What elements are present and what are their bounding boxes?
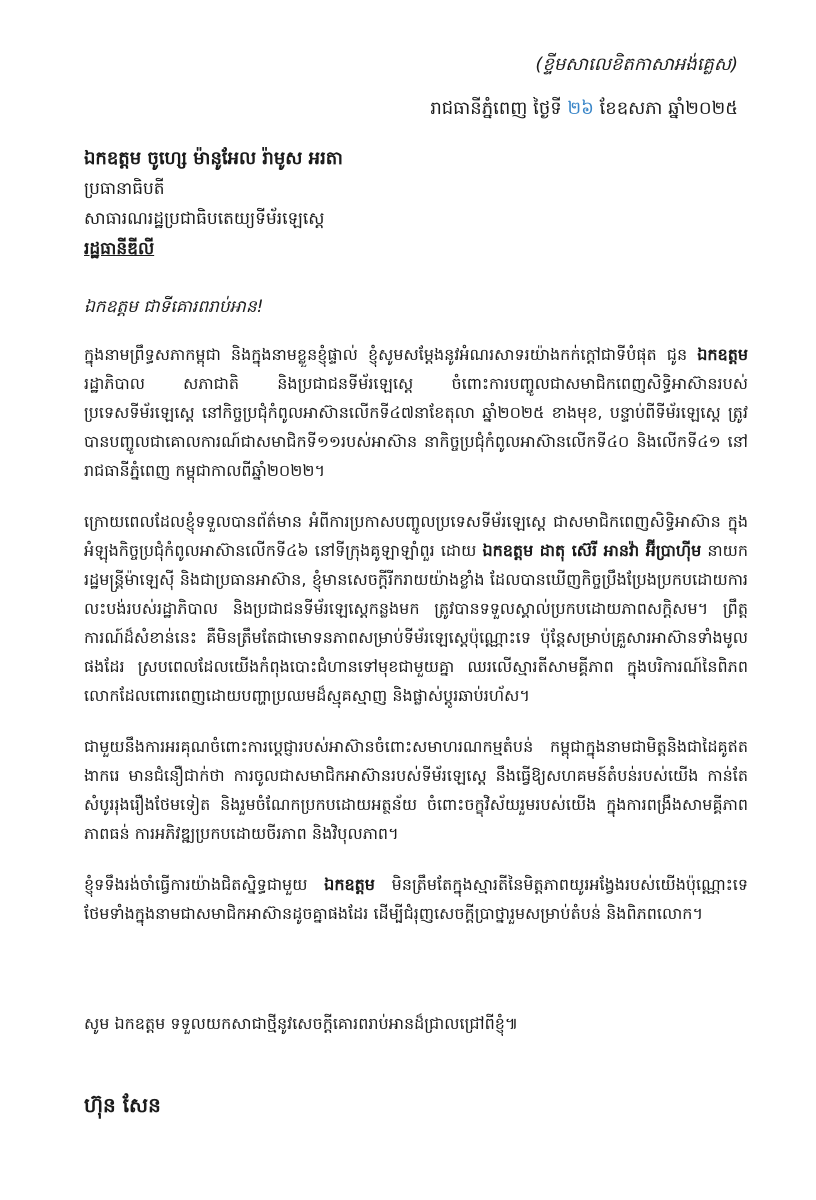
- paragraph-1: [84, 340, 748, 485]
- signature-name: ហ៊ុន សែន: [84, 1093, 161, 1117]
- paragraph-text: ក្រោយពេលដែលខ្ញុំទទួលបានព័ត៌មាន អំពីការប្រកាសបញ្ចូលប្រទេសទីម័រឡេស្តេ ជាសមាជិកពេញសិទ្ធិអាស៊ាន ក្នុងអំឡុងកិច្ចប្រជុំកំពូលអាស៊ានលើកទី៤៦ នៅទីក្រុងគូឡាឡាំពួរ ដោយ: [84, 512, 748, 560]
- paragraph-3: [84, 732, 748, 848]
- date-day: ២៦: [567, 98, 594, 119]
- reference-note: (ខ្ទីមសាលេខិតកាសាអង់គ្លេស): [535, 54, 738, 75]
- recipient-country: សាធារណរដ្ឋប្រជាធិបតេយ្យទីម័រឡេស្តេ: [84, 209, 325, 229]
- paragraph-text: ជាមួយនឹងការអរគុណចំពោះការប្តេជ្ញារបស់អាស៊ានចំពោះសមាហរណកម្មតំបន់ កម្ពុជាក្នុងនាមជាមិត្តនិងជាដៃគូឥតងាករេ មានជំនឿជាក់ថា ការចូលជាសមាជិកអាស៊ានរបស់ទីម័រឡេស្តេ នឹងធ្វើឱ្យសហគមន៍តំបន់របស់យើង កាន់តែសំបូររុងរឿងថែមទៀត និងរួមចំណែកប្រកបដោយអត្ថន័យ ចំពោះចក្ខុវិស័យរួមរបស់យើង ក្នុងការពង្រឹងសាមគ្គីភាព ភាពធន់ ការអភិវឌ្ឍប្រកបដោយចីរភាព និងវិបុលភាព។: [84, 737, 748, 843]
- letter-body: [84, 340, 748, 950]
- recipient-name: ឯកឧត្តម ចូហ្សេ ម៉ានូអែល រ៉ាមូស អរតា: [84, 148, 343, 169]
- paragraph-bold: ឯកឧត្តម: [324, 875, 375, 894]
- closing-line: សូម ឯកឧត្តម ទទួលយកសាជាថ្មីនូវសេចក្តីគោរពរាប់អានដ៏ជ្រាលជ្រៅពីខ្ញុំ៕: [84, 1014, 519, 1033]
- paragraph-text: មិនត្រឹមតែក្នុងស្មារតីនៃមិត្តភាពយូរអង្វែងរបស់យើងប៉ុណ្ណោះទេ ថែមទាំងក្នុងនាមជាសមាជិកអាស៊ានដូចគ្នាផងដែរ ដើម្បីជំរុញសេចក្តីប្រាថ្នារួមសម្រាប់តំបន់ និងពិភពលោក។: [84, 875, 748, 923]
- paragraph-bold: ឯកឧត្តម: [697, 345, 748, 364]
- paragraph-2: [84, 507, 748, 710]
- paragraph-text: ខ្ញុំទទឹងរង់ចាំធ្វើការយ៉ាងជិតស្និទ្ធជាមួយ: [84, 875, 325, 894]
- paragraph-text: ក្នុងនាមព្រឹទ្ធសភាកម្ពុជា និងក្នុងនាមខ្លួនខ្ញុំផ្ទាល់ ខ្ញុំសូមសម្តែងនូវអំណរសាទរយ៉ាងកក់ក្តៅជាទីបំផុត ជូន: [84, 345, 698, 364]
- paragraph-text: នាយករដ្ឋមន្ត្រីម៉ាឡេស៊ី និងជាប្រធានអាស៊ាន, ខ្ញុំមានសេចក្តីរីករាយយ៉ាងខ្លាំង ដែលបានឃើញកិច្ចប្រឹងប្រែងប្រកបដោយការលះបង់របស់រដ្ឋាភិបាល និងប្រជាជនទីម័រឡេស្តេកន្លងមក ត្រូវបានទទួលស្គាល់ប្រកបដោយភាពសក្តិសម។ ព្រឹត្តការណ៍ដ៏សំខាន់នេះ គឺមិនត្រឹមតែជាមោទនភាពសម្រាប់ទីម័រឡេស្តេប៉ុណ្ណោះទេ ប៉ុន្តែសម្រាប់គ្រួសារអាស៊ានទាំងមូលផងដែរ ស្របពេលដែលយើងកំពុងបោះជំហានទៅមុខជាមួយគ្នា ឈរលើស្មារតីសាមគ្គីភាព ក្នុងបរិការណ៍នៃពិភពលោកដែលពោរពេញដោយបញ្ហាប្រឈមដ៏ស្មុគស្មាញ និងផ្លាស់ប្តូរឆាប់រហ័ស។: [84, 541, 748, 705]
- paragraph-4: [84, 870, 748, 928]
- recipient-title: ប្រធានាធិបតី: [84, 179, 165, 199]
- salutation: ឯកឧត្តម ជាទីគោរពរាប់អាន!: [84, 297, 264, 317]
- date-line: [430, 96, 738, 123]
- date-prefix: រាជធានីភ្នំពេញ ថ្ងៃទី: [430, 98, 562, 119]
- paragraph-bold: ឯកឧត្តម ដាតុ ស៊េរី អានវ៉ា អ៊ីប្រាហ៊ីម: [482, 541, 702, 560]
- date-suffix: ខែឧសភា ឆ្នាំ២០២៥: [599, 98, 738, 119]
- recipient-block: [84, 144, 744, 264]
- recipient-city: រដ្ឋធានីឌីលី: [84, 239, 155, 259]
- paragraph-text: រដ្ឋាភិបាល សភាជាតិ និងប្រជាជនទីម័រឡេស្តេ ចំពោះការបញ្ចូលជាសមាជិកពេញសិទ្ធិអាស៊ានរបស់ប្រទេសទីម័រឡេស្តេ នៅកិច្ចប្រជុំកំពូលអាស៊ានលើកទី៤៧នាខែតុលា ឆ្នាំ២០២៥ ខាងមុខ, បន្ទាប់ពីទីម័រឡេស្តេ ត្រូវបានបញ្ចូលជាគោលការណ៍ជាសមាជិកទី១១របស់អាស៊ាន នាកិច្ចប្រជុំកំពូលអាស៊ានលើកទី៤០ និងលើកទី៤១ នៅរាជធានីភ្នំពេញ កម្ពុជាកាលពីឆ្នាំ២០២២។: [84, 374, 748, 480]
